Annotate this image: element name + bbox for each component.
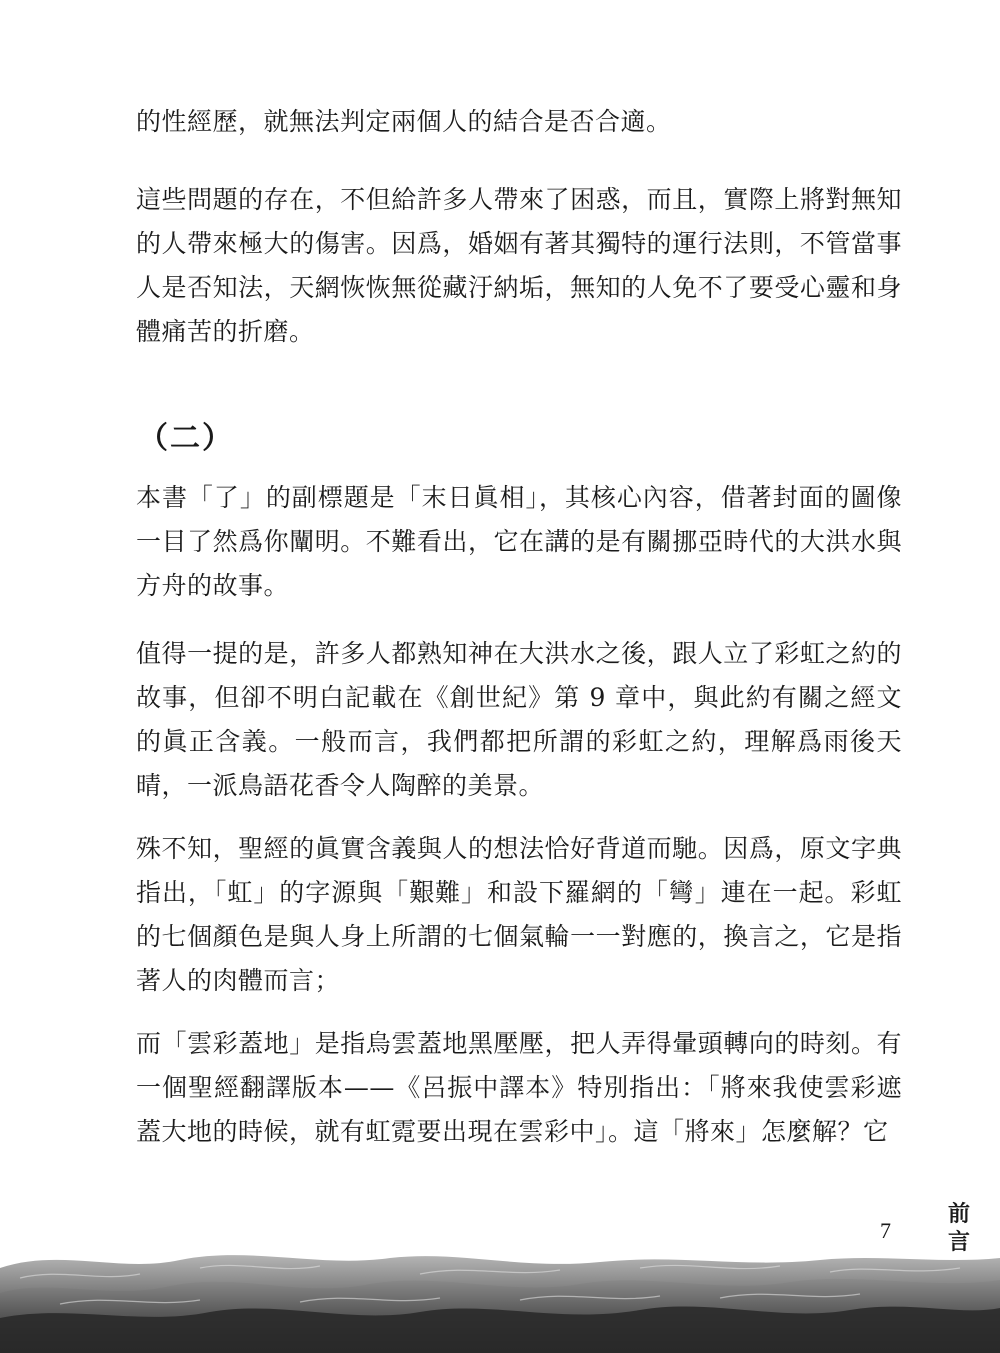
chapter-mark: 前言: [947, 1201, 970, 1255]
paragraph-1: 的性經歷，就無法判定兩個人的結合是否合適。: [136, 107, 672, 136]
section-heading: （二）: [138, 421, 234, 456]
paragraph-5: 殊不知，聖經的眞實含義與人的想法恰好背道而馳。因爲，原文字典指出，「虹」的字源與「艱難」和設下羅網的「彎」連在一起。彩虹的七個顏色是與人身上所謂的七個氣輪一一對應的，換言之，它是指著人的肉體而言；: [136, 834, 902, 995]
paragraph-2: 這些問題的存在，不但給許多人帶來了困惑，而且，實際上將對無知的人帶來極大的傷害。因爲，婚姻有著其獨特的運行法則，不管當事人是否知法，天網恢恢無從藏汙納垢，無知的人免不了要受心靈和身體痛苦的折磨。: [136, 185, 902, 346]
paragraph-3: 本書「了」的副標題是「末日眞相」，其核心內容，借著封面的圖像一目了然爲你闡明。不難看出，它在講的是有關挪亞時代的大洪水與方舟的故事。: [136, 483, 902, 600]
wave-illustration-icon: [0, 1238, 1000, 1353]
paragraph-6: 而「雲彩蓋地」是指烏雲蓋地黑壓壓，把人弄得暈頭轉向的時刻。有一個聖經翻譯版本——《呂振中譯本》特別指出：「將來我使雲彩遮蓋大地的時候，就有虹霓要出現在雲彩中」。這「將來」怎麼解？它: [136, 1029, 902, 1146]
paragraph-4: 值得一提的是，許多人都熟知神在大洪水之後，跟人立了彩虹之約的故事，但卻不明白記載在《創世紀》第 9 章中，與此約有關之經文的眞正含義。一般而言，我們都把所謂的彩虹之約，理解爲雨後天晴，一派鳥語花香令人陶醉的美景。: [136, 639, 902, 800]
page-number: 7: [880, 1218, 891, 1243]
